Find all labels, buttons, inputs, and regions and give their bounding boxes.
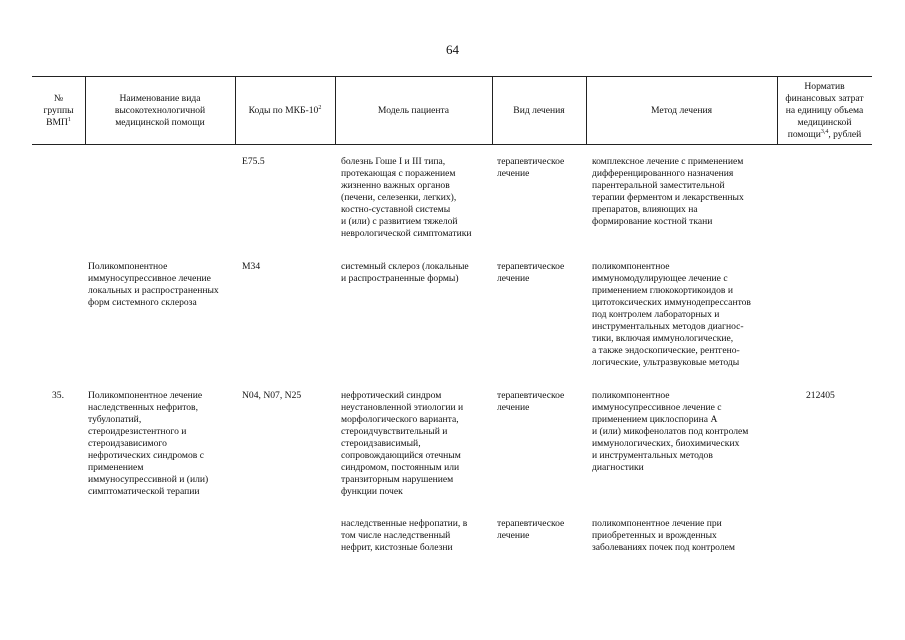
- header-icd-codes: Коды по МКБ-$10^2$: [248, 104, 322, 116]
- cell-treatment-method: поликомпонентное иммуномодулирующее лечение с применением глюкокортикоидов и цитотоксических иммунодепрессантов под контролем лабораторных и инструментальных методов диагнос- тики, включая иммунологические, а также эндоскопические, рентгено- логические, ультразвуковые методы: [592, 261, 751, 368]
- cell-treatment-method: комплексное лечение с применением дифференцированного назначения парентеральной заместительной терапии ферментом и лекарственных препаратов, влияющих на формирование костной ткани: [592, 156, 744, 227]
- header-cost-norm: Норматив финансовых затрат на единицу объема медицинской помощи$^{3,4}$, рублей: [785, 80, 864, 140]
- cell-icd-codes: M34: [242, 261, 261, 272]
- header-care-name: Наименование вида высокотехнологичной медицинской помощи: [114, 92, 206, 128]
- table-header: [32, 76, 872, 145]
- header-patient-model: Модель пациента: [377, 104, 450, 116]
- cell-care-name: Поликомпонентное лечение наследственных нефритов, тубулопатий, стероидрезистентного и стероидзависимого нефротических синдромов с применением иммуносупрессивной и (или) симптоматической терапии: [88, 390, 209, 497]
- cell-patient-model: болезнь Гоше I и III типа, протекающая с поражением жизненно важных органов (печени, селезенки, легких), костно-суставной системы и (или) с развитием тяжелой неврологической симптоматики: [341, 156, 472, 239]
- header-treatment-type: Вид лечения: [513, 104, 565, 116]
- cell-patient-model: нефротический синдром неустановленной этиологии и морфологического варианта, стероидчувствительный и стероидзависимый, сопровождающийся отечным синдромом, постоянным или транзиторным нарушением функции почек: [341, 390, 464, 497]
- cell-treatment-method: поликомпонентное лечение при приобретенных и врожденных заболеваниях почек под контролем: [592, 518, 735, 553]
- cell-group-number: 35.: [52, 390, 64, 401]
- cell-treatment-method: поликомпонентное иммуносупрессивное лечение с применением циклоспорина А и (или) микофенолатов под контролем иммунологических, биохимических и инструментальных методов диагностики: [592, 390, 749, 473]
- page-number: 64: [446, 42, 459, 57]
- header-group-number: № группы ВМП$^1$: [43, 92, 74, 128]
- cell-icd-codes: N04, N07, N25: [242, 390, 302, 401]
- cell-icd-codes: E75.5: [242, 156, 265, 167]
- cell-patient-model: наследственные нефропатии, в том числе наследственный нефрит, кистозные болезни: [341, 518, 468, 553]
- cell-care-name: Поликомпонентное иммуносупрессивное лечение локальных и распространенных форм системного склероза: [88, 261, 219, 308]
- cell-treatment-type: терапевтическое лечение: [497, 518, 565, 541]
- header-treatment-method: Метод лечения: [650, 104, 713, 116]
- cell-treatment-type: терапевтическое лечение: [497, 261, 565, 284]
- cell-treatment-type: терапевтическое лечение: [497, 390, 565, 413]
- cell-patient-model: системный склероз (локальные и распространенные формы): [341, 261, 469, 284]
- cell-cost-norm: 212405: [806, 390, 835, 401]
- cell-treatment-type: терапевтическое лечение: [497, 156, 565, 179]
